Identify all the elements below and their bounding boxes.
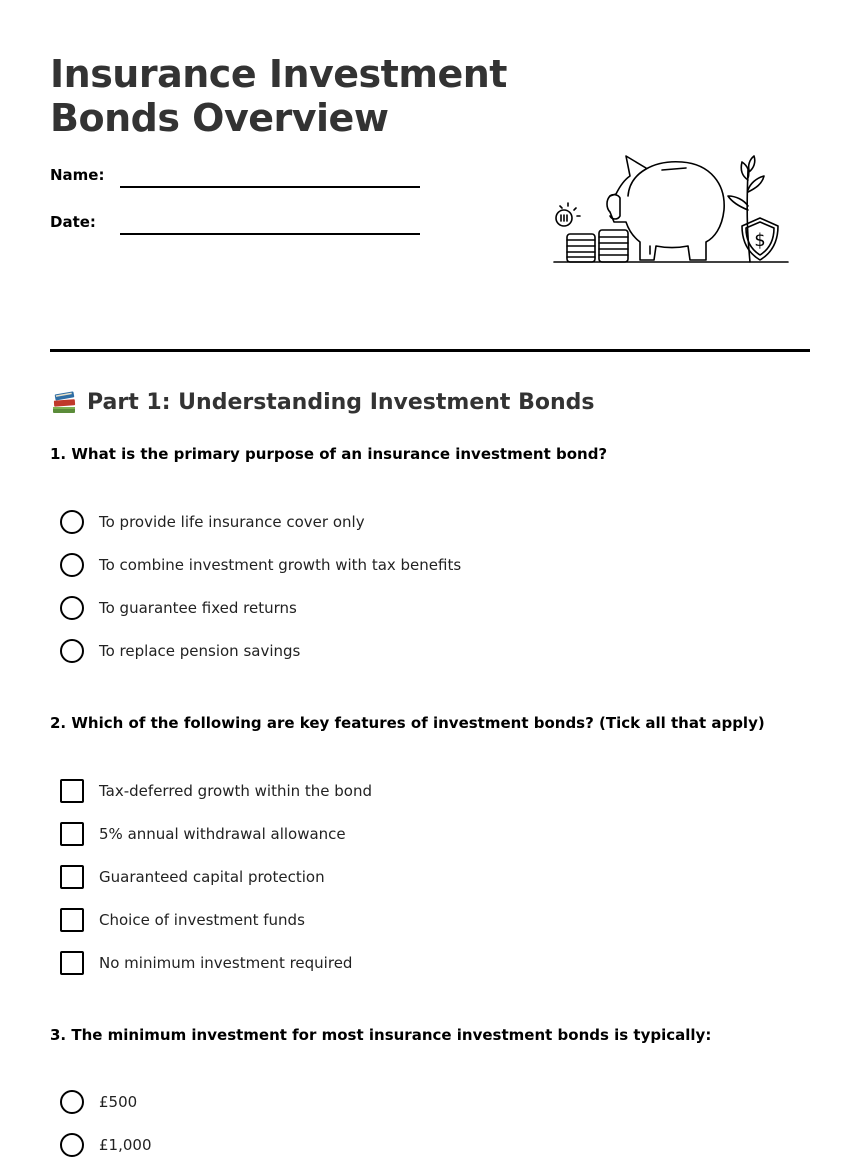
name-input-line[interactable] xyxy=(120,186,420,188)
q3-option-1[interactable] xyxy=(60,1090,137,1114)
option-label: To combine investment growth with tax benefits xyxy=(99,556,462,574)
checkbox[interactable] xyxy=(60,822,84,846)
q2-option-4[interactable] xyxy=(60,908,305,932)
q2-option-5[interactable] xyxy=(60,951,352,975)
radio-button[interactable] xyxy=(60,1133,84,1157)
option-label: To provide life insurance cover only xyxy=(99,513,365,531)
date-field[interactable] xyxy=(50,213,430,237)
option-label: Choice of investment funds xyxy=(99,911,305,929)
q1-option-3[interactable] xyxy=(60,596,297,620)
option-label: 5% annual withdrawal allowance xyxy=(99,825,346,843)
radio-button[interactable] xyxy=(60,639,84,663)
question-1: 1. What is the primary purpose of an insurance investment bond? xyxy=(50,445,608,463)
date-label: Date: xyxy=(50,213,96,231)
option-label: £500 xyxy=(99,1093,138,1111)
q2-option-3[interactable] xyxy=(60,865,325,889)
header-divider xyxy=(50,349,810,352)
svg-text:$: $ xyxy=(754,230,766,251)
option-label: Tax-deferred growth within the bond xyxy=(99,782,373,800)
radio-button[interactable] xyxy=(60,1090,84,1114)
option-label: To replace pension savings xyxy=(99,642,301,660)
checkbox[interactable] xyxy=(60,865,84,889)
radio-button[interactable] xyxy=(60,510,84,534)
question-2: 2. Which of the following are key features of investment bonds? (Tick all that apply) xyxy=(50,714,765,732)
option-label: To guarantee fixed returns xyxy=(99,599,297,617)
radio-button[interactable] xyxy=(60,596,84,620)
checkbox[interactable] xyxy=(60,779,84,803)
checkbox[interactable] xyxy=(60,908,84,932)
title-line-2: Bonds Overview xyxy=(50,96,389,140)
name-field[interactable] xyxy=(50,166,430,190)
worksheet-title xyxy=(50,52,507,140)
checkbox[interactable] xyxy=(60,951,84,975)
section-heading-text: Part 1: Understanding Investment Bonds xyxy=(87,389,595,415)
q1-option-2[interactable] xyxy=(60,553,461,577)
q1-option-4[interactable] xyxy=(60,639,300,663)
option-label: Guaranteed capital protection xyxy=(99,868,325,886)
q2-option-1[interactable] xyxy=(60,779,372,803)
name-label: Name: xyxy=(50,166,105,184)
piggy-bank-coins-shield-icon xyxy=(550,150,795,268)
radio-button[interactable] xyxy=(60,553,84,577)
section-heading-part-1 xyxy=(50,388,594,416)
option-label: No minimum investment required xyxy=(99,954,353,972)
title-line-1: Insurance Investment xyxy=(50,52,507,96)
books-icon xyxy=(50,388,78,416)
q1-option-1[interactable] xyxy=(60,510,365,534)
option-label: £1,000 xyxy=(99,1136,152,1154)
question-3: 3. The minimum investment for most insurance investment bonds is typically: xyxy=(50,1026,712,1044)
q3-option-2[interactable] xyxy=(60,1133,152,1157)
date-input-line[interactable] xyxy=(120,233,420,235)
q2-option-2[interactable] xyxy=(60,822,346,846)
